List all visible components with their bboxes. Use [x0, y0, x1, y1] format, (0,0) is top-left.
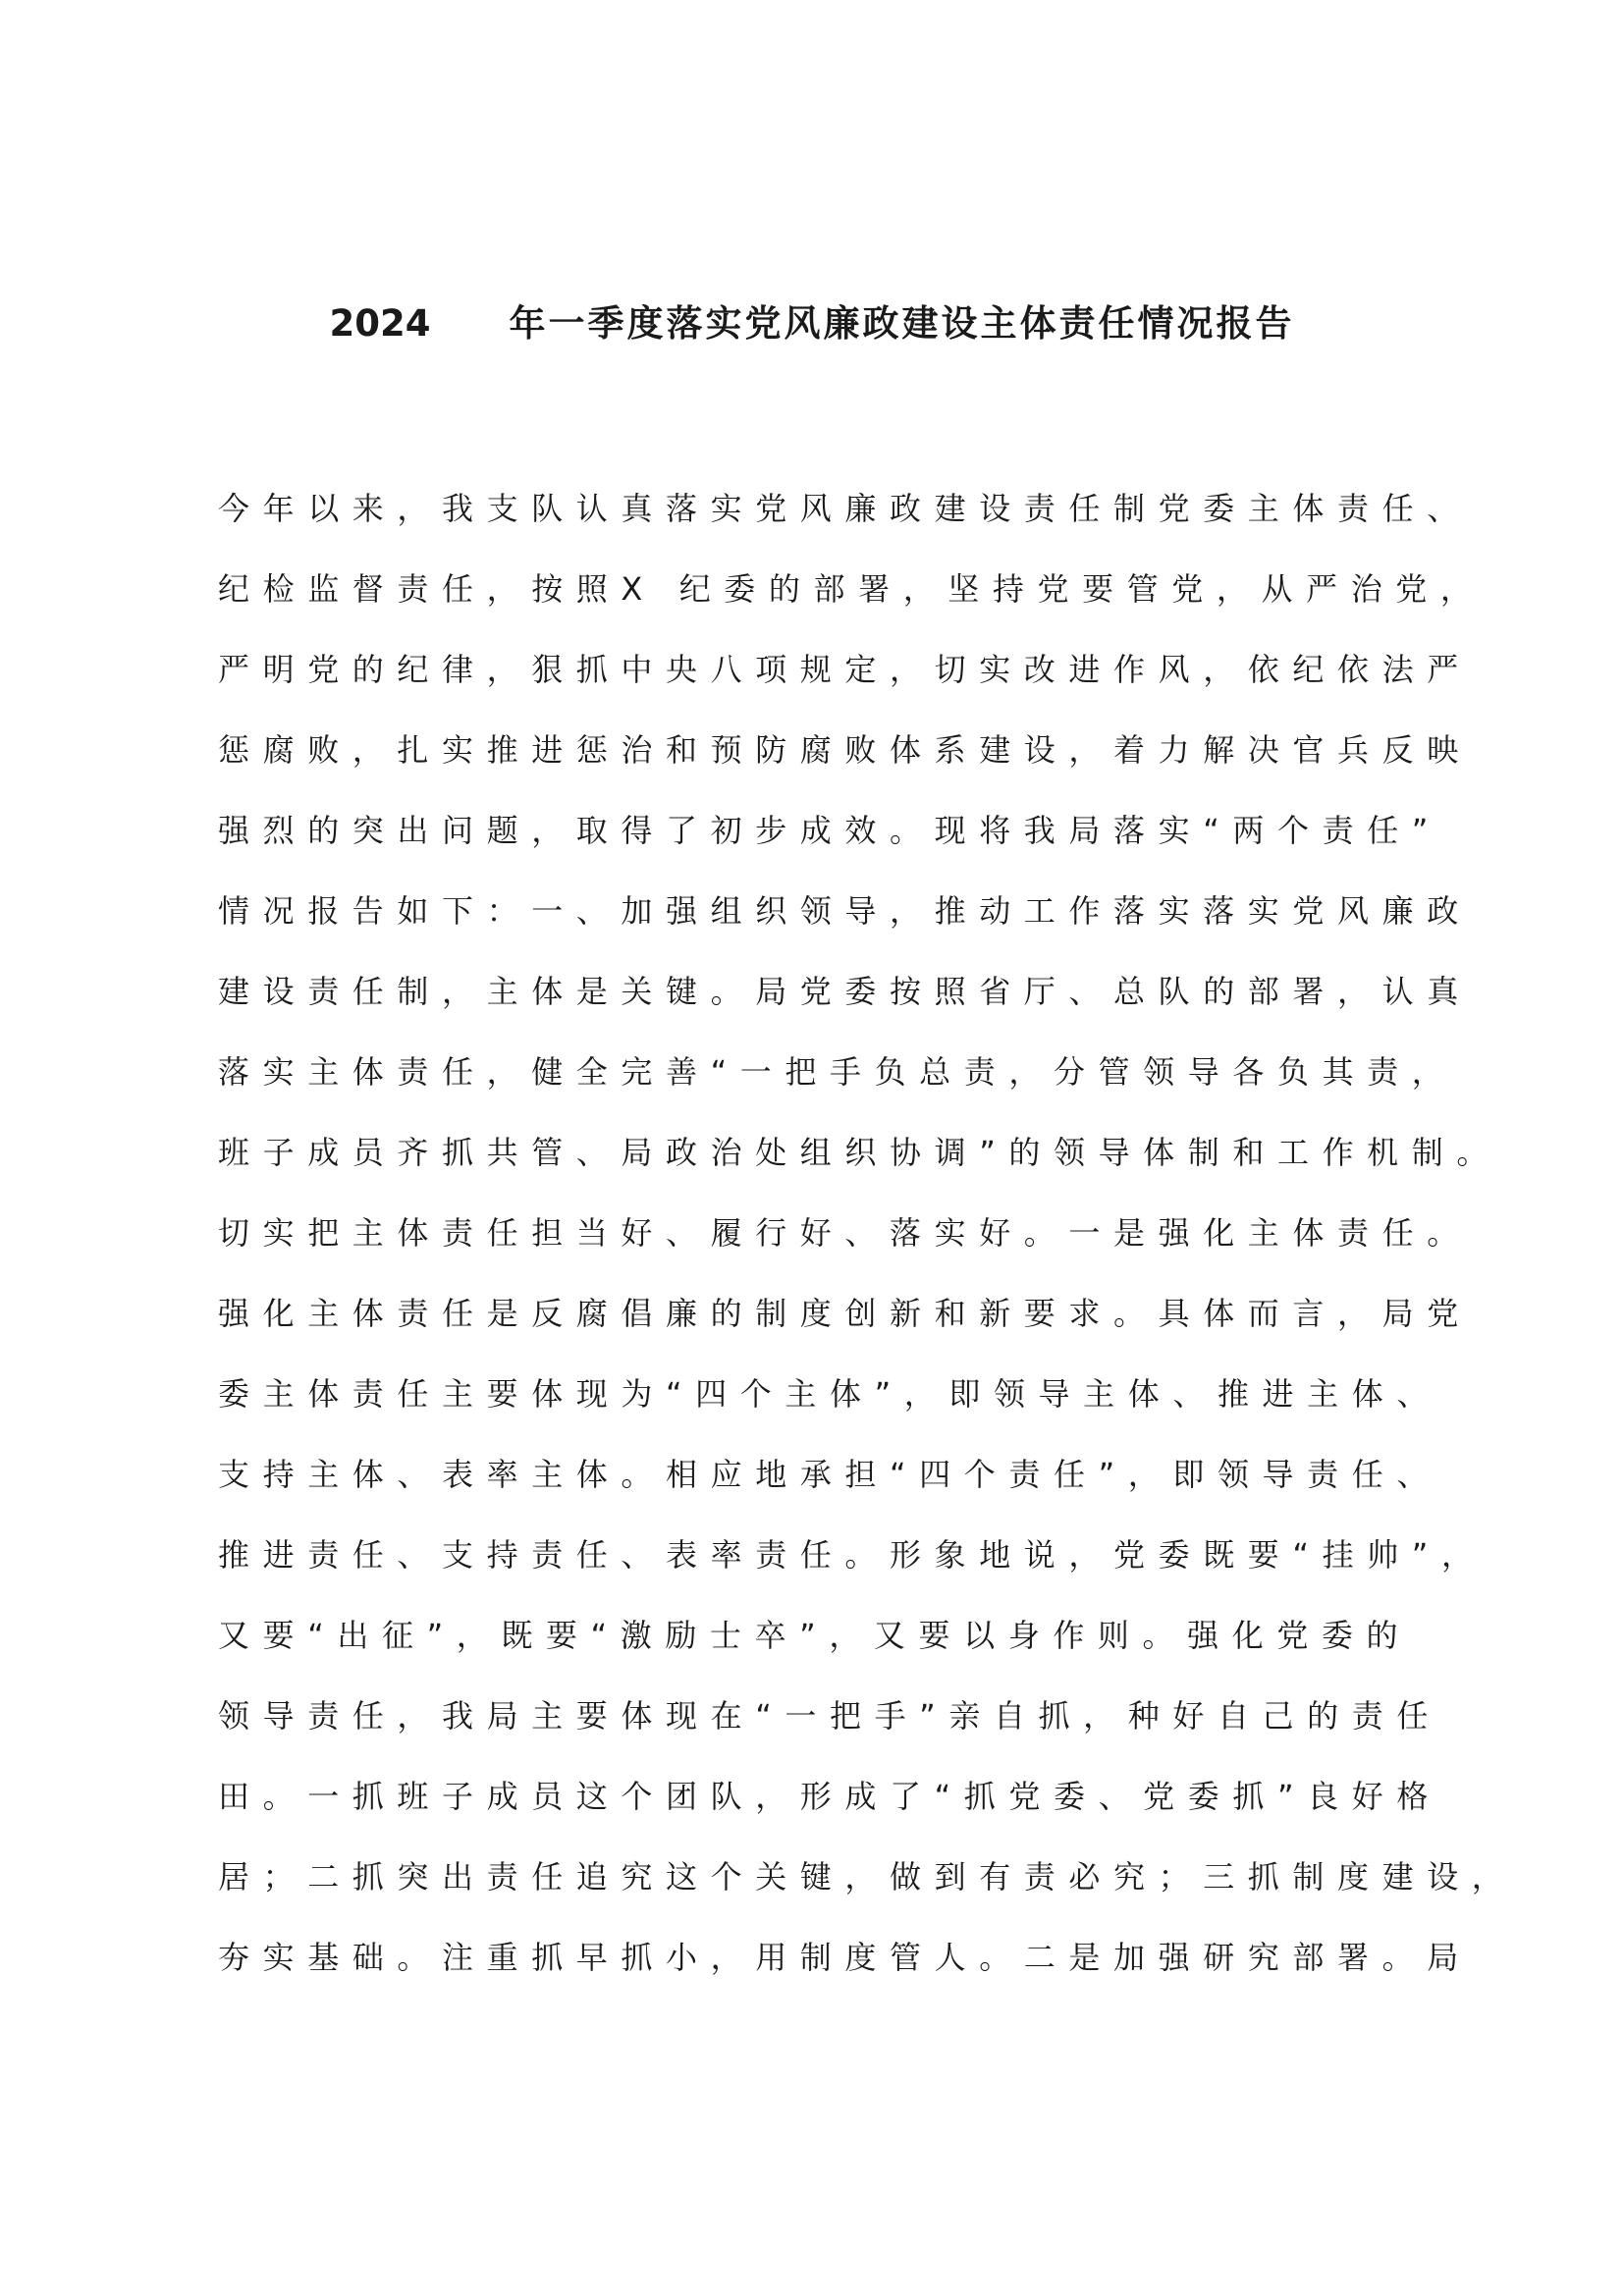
text-line: 居；二抓突出责任追究这个关键，做到有责必究；三抓制度建设， — [218, 1858, 1517, 1896]
title-year: 2024 — [329, 302, 431, 345]
text-line: 切实把主体责任担当好、履行好、落实好。一是强化主体责任。 — [218, 1214, 1472, 1252]
page-title — [0, 299, 1624, 348]
title-text: 年一季度落实党风廉政建设主体责任情况报告 — [509, 302, 1295, 345]
text-line: 惩腐败，扎实推进惩治和预防腐败体系建设，着力解决官兵反映 — [218, 731, 1472, 769]
text-line: 落实主体责任，健全完善“一把手负总责，分管领导各负其责， — [218, 1053, 1457, 1091]
text-line: 支持主体、表率主体。相应地承担“四个责任”，即领导责任、 — [218, 1456, 1441, 1493]
text-line: 田。一抓班子成员这个团队，形成了“抓党委、党委抓”良好格 — [218, 1778, 1441, 1815]
text-line: 推进责任、支持责任、表率责任。形象地说，党委既要“挂帅”， — [218, 1536, 1487, 1574]
text-line: 纪检监督责任，按照X 纪委的部署，坚持党要管党，从严治党， — [218, 570, 1486, 608]
text-line: 情况报告如下：一、加强组织领导，推动工作落实落实党风廉政 — [218, 892, 1472, 930]
text-line: 严明党的纪律，狠抓中央八项规定，切实改进作风，依纪依法严 — [218, 651, 1472, 688]
text-line: 又要“出征”，既要“激励士卒”，又要以身作则。强化党委的 — [218, 1617, 1412, 1654]
text-line: 委主体责任主要体现为“四个主体”，即领导主体、推进主体、 — [218, 1375, 1441, 1413]
text-line: 强化主体责任是反腐倡廉的制度创新和新要求。具体而言，局党 — [218, 1295, 1472, 1332]
text-line: 今年以来，我支队认真落实党风廉政建设责任制党委主体责任、 — [218, 490, 1472, 527]
text-line: 夯实基础。注重抓早抓小，用制度管人。二是加强研究部署。局 — [218, 1939, 1472, 1976]
text-line: 班子成员齐抓共管、局政治处组织协调”的领导体制和工作机制。 — [218, 1134, 1501, 1171]
text-line: 领导责任，我局主要体现在“一把手”亲自抓，种好自己的责任 — [218, 1697, 1441, 1735]
text-line: 强烈的突出问题，取得了初步成效。现将我局落实“两个责任” — [218, 812, 1441, 849]
text-line: 建设责任制，主体是关键。局党委按照省厅、总队的部署，认真 — [218, 973, 1472, 1010]
body-text — [218, 484, 1517, 2013]
